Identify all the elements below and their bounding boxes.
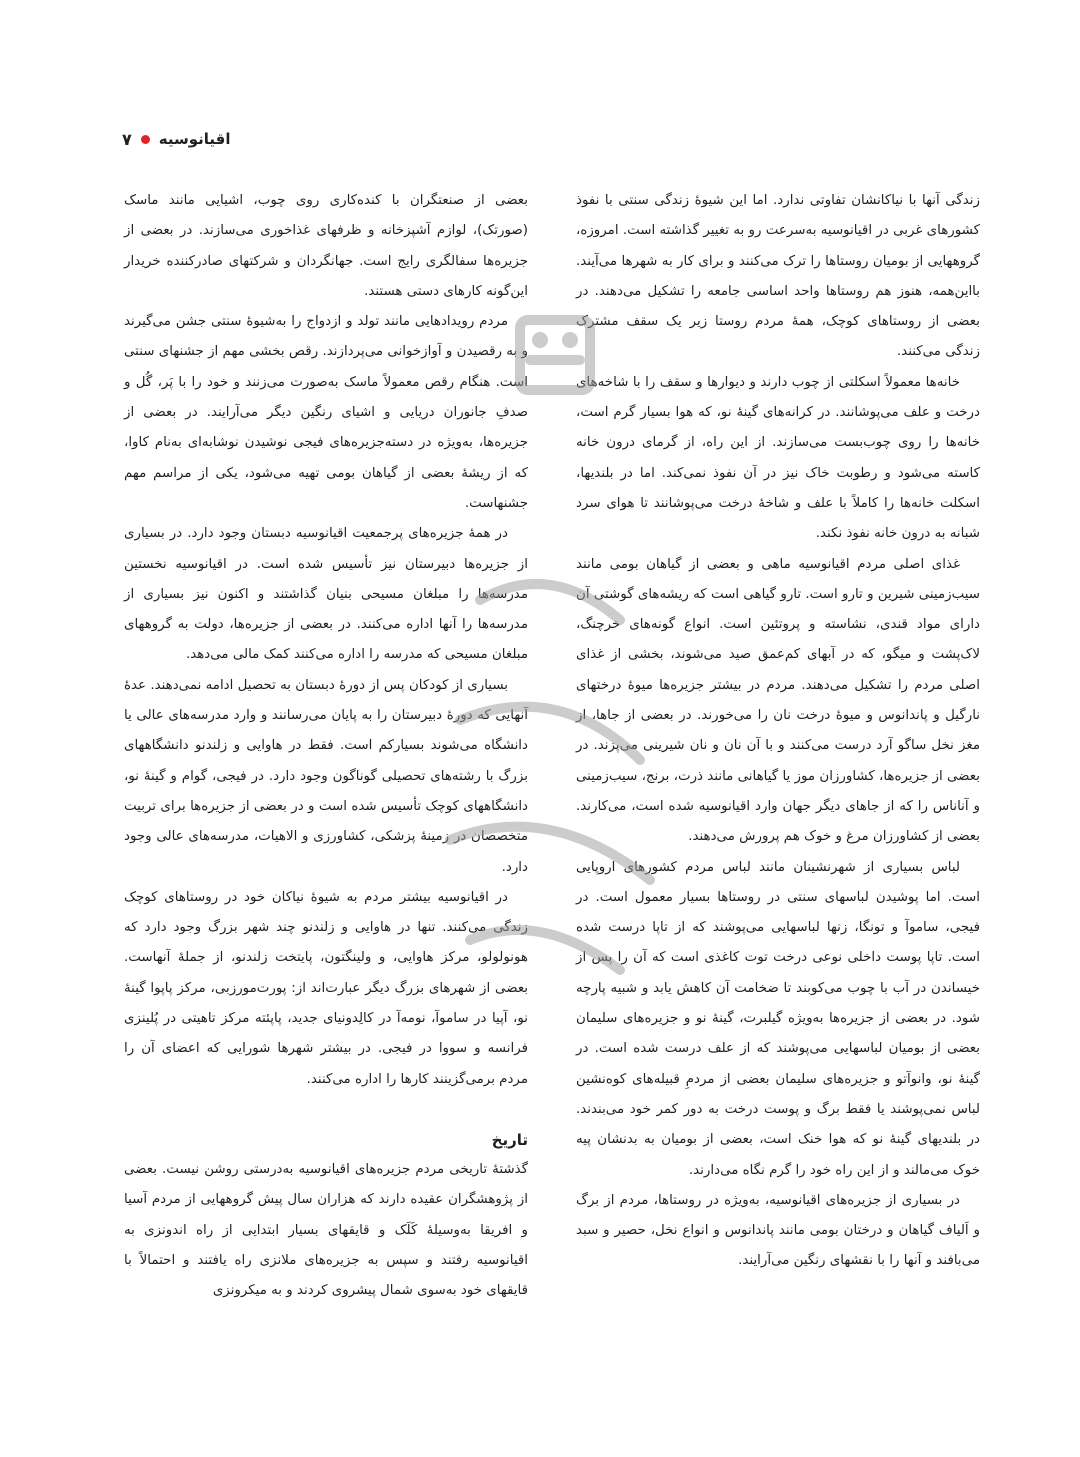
right-column: [576, 186, 980, 1277]
paragraph: زندگی آنها با نیاکانشان تفاوتی ندارد. اما این شیوهٔ زندگی سنتی با نفوذ کشورهای غربی در اقیانوسیه به‌سرعت رو به تغییر گذاشته است. امروزه، گروههایی از بومیان روستاها را ترک می‌کنند و برای کار به شهرها می‌آیند. بااین‌همه، هنوز هم روستاها واحد اساسی جامعه را تشکیل می‌دهند. در بعضی از روستاهای کوچک، همهٔ مردم روستا زیر یک سقف مشترک زندگی می‌کنند.: [576, 193, 980, 360]
paragraph: خانه‌ها معمولاً اسکلتی از چوب دارند و دیوارها و سقف را با شاخه‌های درخت و علف می‌پوشانند. در کرانه‌های گینهٔ نو، که هوا بسیار گرم است، خانه‌ها را روی چوب‌بست می‌سازند. از این راه، از گرمای درون خانه کاسته می‌شود و رطوبت خاک نیز در آن نفوذ نمی‌کند. اما در بلندیها، اسکلت خانه‌ها را کاملاً با علف و شاخهٔ درخت می‌پوشانند تا هوای سرد شبانه به درون خانه نفوذ نکند.: [576, 374, 980, 542]
paragraph: مردم رویدادهایی مانند تولد و ازدواج را به‌شیوهٔ سنتی جشن می‌گیرند و به رقصیدن و آوازخوانی می‌پردازند. رقص بخشی مهم از جشنهای سنتی است. هنگام رقص معمولاً ماسک به‌صورت می‌زنند و خود را با پَر، گُل و صدفِ جانوران دریایی و اشیای رنگین دیگر می‌آرایند. در بعضی از جزیره‌ها، به‌ویژه در دسته‌جزیره‌های فیجی نوشیدن نوشابه‌ای به‌نام کاوا، که از ریشهٔ بعضی از گیاهان بومی تهیه می‌شود، یکی از مراسم مهم جشنهاست.: [124, 314, 528, 511]
paragraph: بسیاری از کودکان پس از دورهٔ دبستان به تحصیل ادامه نمی‌دهند. عدهٔ آنهایی که دورهٔ دبیرستان را به پایان می‌رسانند و وارد مدرسه‌های عالی یا دانشگاه می‌شوند بسیارکم است. فقط در هاوایی و زلندنو دانشگاههای بزرگ با رشته‌های تحصیلی گوناگون وجود دارد. در فیجی، گوام و گینهٔ نو، دانشگاههای کوچک تأسیس شده است و در بعضی از جزیره‌ها برای تربیت متخصصان در زمینهٔ پزشکی، کشاورزی و الاهیات، مدرسه‌های عالی وجود دارد.: [124, 677, 528, 875]
left-column: [124, 186, 528, 1306]
paragraph: غذای اصلی مردم اقیانوسیه ماهی و بعضی از گیاهان بومی مانند سیب‌زمینی شیرین و تارو است. تارو گیاهی است که ریشه‌های گوشتی آن دارای مواد قندی، نشاسته و پروتئین است. انواع گونه‌های خرچنگ، لاک‌پشت و میگو، که در آبهای کم‌عمق صید می‌شوند، بخشی از غذای اصلی مردم را تشکیل می‌دهند. مردم در بیشتر جزیره‌ها میوهٔ درختهای نارگیل و پاندانوس و میوهٔ درخت نان را می‌خورند. در بعضی از جاها، از مغز نخل ساگو آرد درست می‌کنند و با آن نان و نان شیرینی می‌پزند. در بعضی از جزیره‌ها، کشاورزان موز یا گیاهانی مانند ذرت، برنج، سیب‌زمینی و آناناس را که از جاهای دیگر جهان وارد اقیانوسیه شده است، می‌کارند. بعضی از کشاورزان مرغ و خوک هم پرورش می‌دهند.: [576, 556, 980, 845]
paragraph: در اقیانوسیه بیشتر مردم به شیوهٔ نیاکان خود در روستاهای کوچک زندگی می‌کنند. تنها در هاوایی و زلندنو چند شهر بزرگ وجود دارد که هونولولو، مرکز هاوایی، و ولینگتون، پایتخت زلندنو، از جملهٔ آنهاست. بعضی از شهرهای بزرگ دیگر عبارت‌اند از: پورت‌مورزبی، مرکز پاپوا گینهٔ نو، آپیا در ساموآ، نومه‌آ در کالِدونیای جدید، پاپئته مرکز تاهیتی در پُلینزی فرانسه و سووا در فیجی. در بیشتر شهرها شورایی که اعضای آن را مردم برمی‌گزینند کارها را اداره می‌کنند.: [124, 889, 528, 1087]
paragraph: گذشتهٔ تاریخی مردم جزیره‌های اقیانوسیه به‌درستی روشن نیست. بعضی از پژوهشگران عقیده دارند که هزاران سال پیش گروههایی از مردم آسیا و افریقا به‌وسیلهٔ کَلَک و قایقهای بسیار ابتدایی از راه اندونزی به اقیانوسیه رفتند و سپس به جزیره‌های ملانزی راه یافتند و احتمالاً با قایقهای خود به‌سوی شمال پیشروی کردند و به میکرونزی: [124, 1161, 528, 1299]
section-title: اقیانوسیه: [158, 130, 231, 148]
paragraph: در بسیاری از جزیره‌های اقیانوسیه، به‌ویژه در روستاها، مردم از برگ و اَلیاف گیاهان و درختان بومی مانند پاندانوس و انواع نخل، حصیر و سبد می‌بافند و آنها را با نقشهای رنگین می‌آرایند.: [576, 1192, 980, 1269]
paragraph: بعضی از صنعتگران با کنده‌کاری روی چوب، اشیایی مانند ماسک (صورتک)، لوازم آشپزخانه و ظرفهای غذاخوری می‌سازند. در بعضی از جزیره‌ها سفالگری رایج است. جهانگردان و شرکتهای صادرکننده خریدار این‌گونه کارهای دستی هستند.: [124, 193, 528, 299]
running-header: [122, 126, 342, 152]
page-number: ۷: [122, 129, 132, 149]
paragraph: در همهٔ جزیره‌های پرجمعیت اقیانوسیه دبستان وجود دارد. در بسیاری از جزیره‌ها دبیرستان نیز تأسیس شده است. در اقیانوسیه نخستین مدرسه‌ها را مبلغان مسیحی بنیان گذاشتند و اکنون نیز بسیاری از مدرسه‌ها را آنها اداره می‌کنند. در بعضی از جزیره‌ها، دولت به گروههای مبلغان مسیحی که مدرسه را اداره می‌کنند کمک مالی می‌دهد.: [124, 526, 528, 663]
red-dot-icon: [141, 135, 150, 144]
paragraph: لباس بسیاری از شهرنشینان مانند لباس مردم کشورهای اروپایی است. اما پوشیدن لباسهای سنتی در روستاها بسیار معمول است. در فیجی، ساموآ و تونگا، زنها لباسهایی می‌پوشند که از تاپا درست شده است. تاپا پوست داخلی نوعی درخت توت کاغذی است که آن را پس از خیساندن در آب با چوب می‌کوبند تا ضخامت آن کاهش یابد و شبیه پارچه شود. در بعضی از جزیره‌ها به‌ویژه گیلبرت، گینهٔ نو و جزیره‌های سلیمان بعضی از بومیان لباسهایی می‌پوشند که از علف درست شده است. در گینهٔ نو، وانوآتو و جزیره‌های سلیمان بعضی از مردمِ قبیله‌های کوه‌نشین لباس نمی‌پوشند یا فقط برگ و پوست درخت به دور کمر خود می‌بندند. در بلندیهای گینهٔ نو که هوا خنک است، بعضی از بومیان به بدنشان پیه خوک می‌مالند و از این راه خود را گرم نگاه می‌دارند.: [576, 859, 980, 1178]
section-heading-history: تاریخ: [491, 1130, 528, 1149]
